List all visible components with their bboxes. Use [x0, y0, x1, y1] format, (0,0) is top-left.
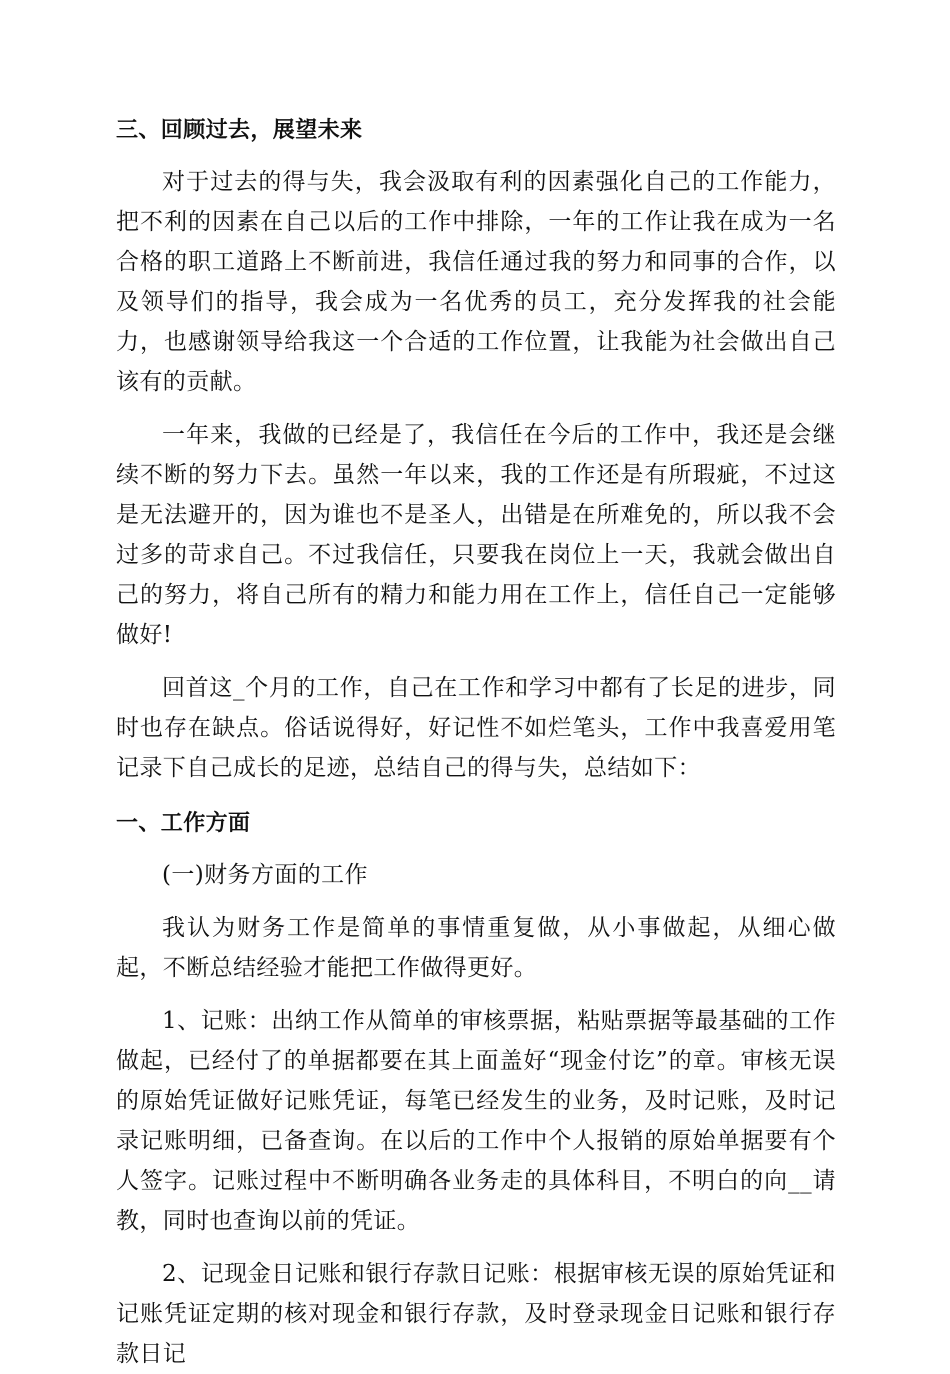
paragraph: 1、记账：出纳工作从简单的审核票据，粘贴票据等最基础的工作做起，已经付了的单据都要在其上面盖好“现金付讫”的章。审核无误的原始凭证做好记账凭证，每笔已经发生的业务，及时记账，及时记录记账明细，已备查询。在以后的工作中个人报销的原始单据要有个人签字。记账过程中不断明确各业务走的具体科目，不明白的向__请教，同时也查询以前的凭证。 — [116, 1008, 836, 1234]
subsection-title: (一)财务方面的工作 — [162, 862, 368, 888]
paragraph: 2、记现金日记账和银行存款日记账：根据审核无误的原始凭证和记账凭证定期的核对现金和银行存款，及时登录现金日记账和银行存款日记 — [116, 1261, 836, 1367]
paragraph: 回首这_个月的工作，自己在工作和学习中都有了长足的进步，同时也存在缺点。俗话说得好，好记性不如烂笔头，工作中我喜爱用笔记录下自己成长的足迹，总结自己的得与失，总结如下： — [116, 675, 836, 781]
section-heading-review: 三、回顾过去，展望未来 — [116, 117, 363, 143]
paragraph: 对于过去的得与失，我会汲取有利的因素强化自己的工作能力，把不利的因素在自己以后的工作中排除，一年的工作让我在成为一名合格的职工道路上不断前进，我信任通过我的努力和同事的合作，以及领导们的指导，我会成为一名优秀的员工，充分发挥我的社会能力，也感谢领导给我这一个合适的工作位置，让我能为社会做出自己该有的贡献。 — [116, 169, 836, 395]
section-heading-work: 一、工作方面 — [116, 810, 251, 836]
document-body — [116, 108, 836, 1374]
paragraph: 一年来，我做的已经是了，我信任在今后的工作中，我还是会继续不断的努力下去。虽然一年以来，我的工作还是有所瑕疵，不过这是无法避开的，因为谁也不是圣人，出错是在所难免的，所以我不会过多的苛求自己。不过我信任，只要我在岗位上一天，我就会做出自己的努力，将自己所有的精力和能力用在工作上，信任自己一定能够做好! — [116, 422, 836, 648]
paragraph: 我认为财务工作是简单的事情重复做，从小事做起，从细心做起，不断总结经验才能把工作做得更好。 — [116, 915, 836, 981]
